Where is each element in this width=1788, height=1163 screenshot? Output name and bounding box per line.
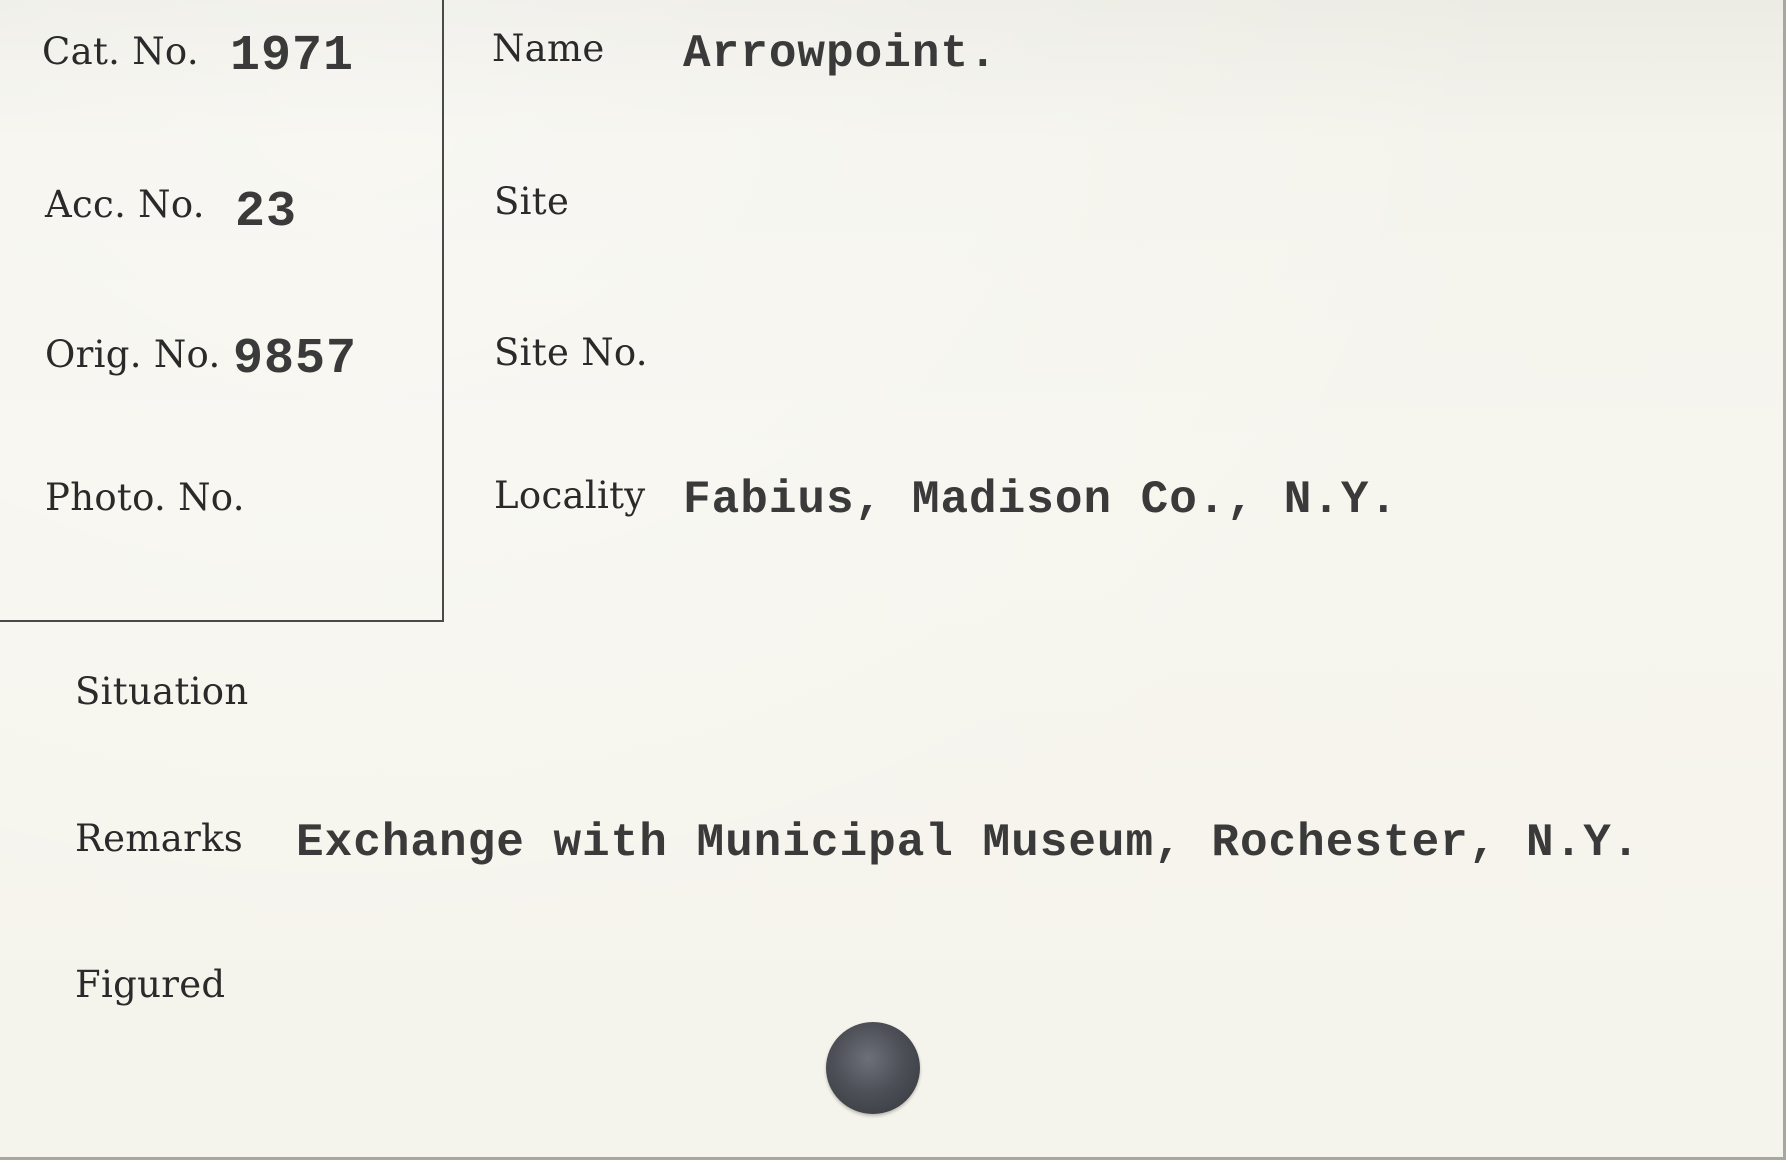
- photo-no-label: Photo. No.: [45, 476, 245, 519]
- figured-label: Figured: [75, 963, 226, 1006]
- situation-label: Situation: [75, 670, 249, 713]
- orig-no-value: 9857: [233, 331, 358, 388]
- cat-no-value: 1971: [230, 28, 355, 85]
- orig-no-label: Orig. No.: [45, 333, 221, 376]
- acc-no-label: Acc. No.: [45, 183, 205, 226]
- acc-no-value: 23: [235, 184, 298, 241]
- catalog-numbers-box: [0, 0, 444, 622]
- punch-hole: [826, 1022, 920, 1114]
- site-no-label: Site No.: [494, 331, 648, 374]
- name-value: Arrowpoint.: [683, 28, 998, 80]
- site-label: Site: [494, 180, 570, 223]
- remarks-label: Remarks: [75, 817, 244, 860]
- name-label: Name: [492, 27, 605, 70]
- locality-label: Locality: [494, 474, 646, 517]
- cat-no-label: Cat. No.: [42, 30, 199, 73]
- locality-value: Fabius, Madison Co., N.Y.: [683, 474, 1399, 526]
- remarks-value: Exchange with Municipal Museum, Rochester, N.Y.: [296, 817, 1641, 869]
